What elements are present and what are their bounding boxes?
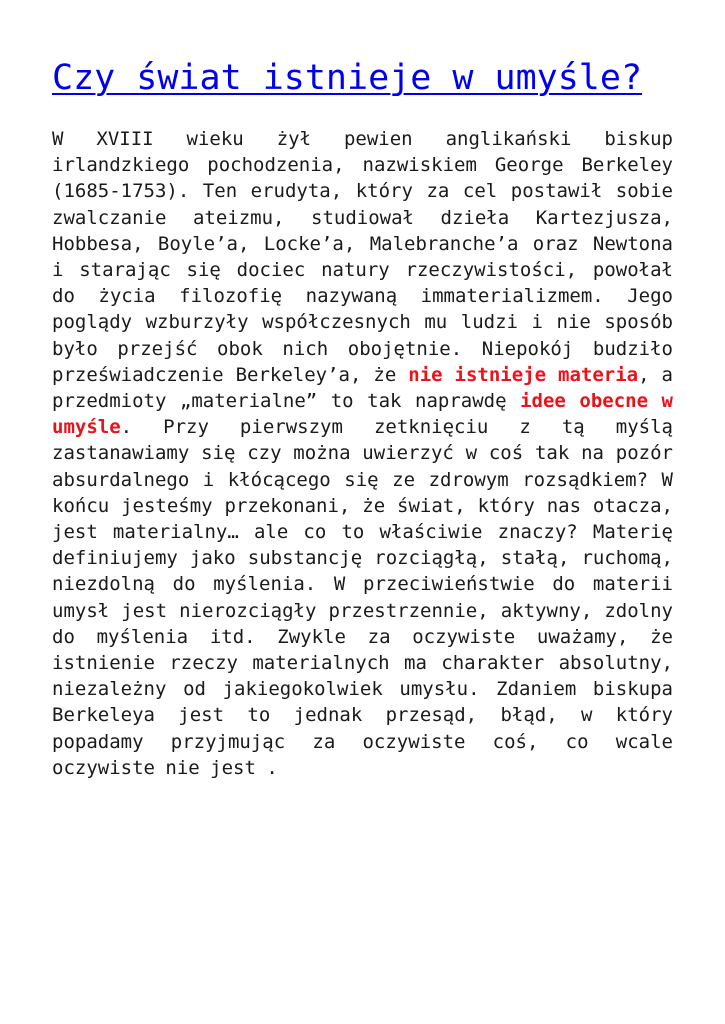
article-title[interactable] <box>52 52 673 104</box>
highlight-idee-obecne-w-umysle: idee obecne w umyśle <box>52 390 673 439</box>
body-text-part-2: , a przedmioty „materialne” to tak naprawdę <box>52 363 673 413</box>
highlight-nie-istnieje-materia: nie istnieje materia <box>408 363 639 386</box>
article-title-link[interactable]: Czy świat istnieje w umyśle? <box>52 58 643 98</box>
body-end-period: . <box>266 756 278 779</box>
article <box>52 52 673 781</box>
body-text-part-1: W XVIII wieku żył pewien anglikański biskup irlandzkiego pochodzenia, nazwiskiem George Berkeley (1685-1753). Ten erudyta, który za cel postawił sobie zwalczanie ateizmu, studiował dzieła Kartezjusza, Hobbesa, Boyle’a, Locke’a, Malebranche’a oraz Newtona i starając się dociec natury rzeczywistości, powołał do życia filozofię nazywaną immaterializmem. Jego poglądy wzburzyły współczesnych mu ludzi i nie sposób było przejść obok nich obojętnie. Niepokój budziło przeświadczenie Berkeley’a, że <box>52 128 673 386</box>
article-body <box>52 126 673 781</box>
body-text-part-3: . Przy pierwszym zetknięciu z tą myślą zastanawiamy się czy można uwierzyć w coś tak na pozór absurdalnego i kłócącego się ze zdrowym rozsądkiem? W końcu jesteśmy przekonani, że świat, który nas otacza, jest materialny… ale co to właściwie znaczy? Materię definiujemy jako substancję rozciągłą, stałą, ruchomą, niezdolną do myślenia. W przeciwieństwie do materii umysł jest nierozciągły przestrzennie, aktywny, zdolny do myślenia itd. Zwykle za oczywiste uważamy, że istnienie rzeczy materialnych ma charakter absolutny, niezależny od jakiegokolwiek umysłu. Zdaniem biskupa Berkeleya jest to jednak przesąd, błąd, w który popadamy przyjmując za oczywiste coś, co wcale oczywiste nie jest <box>52 416 673 779</box>
